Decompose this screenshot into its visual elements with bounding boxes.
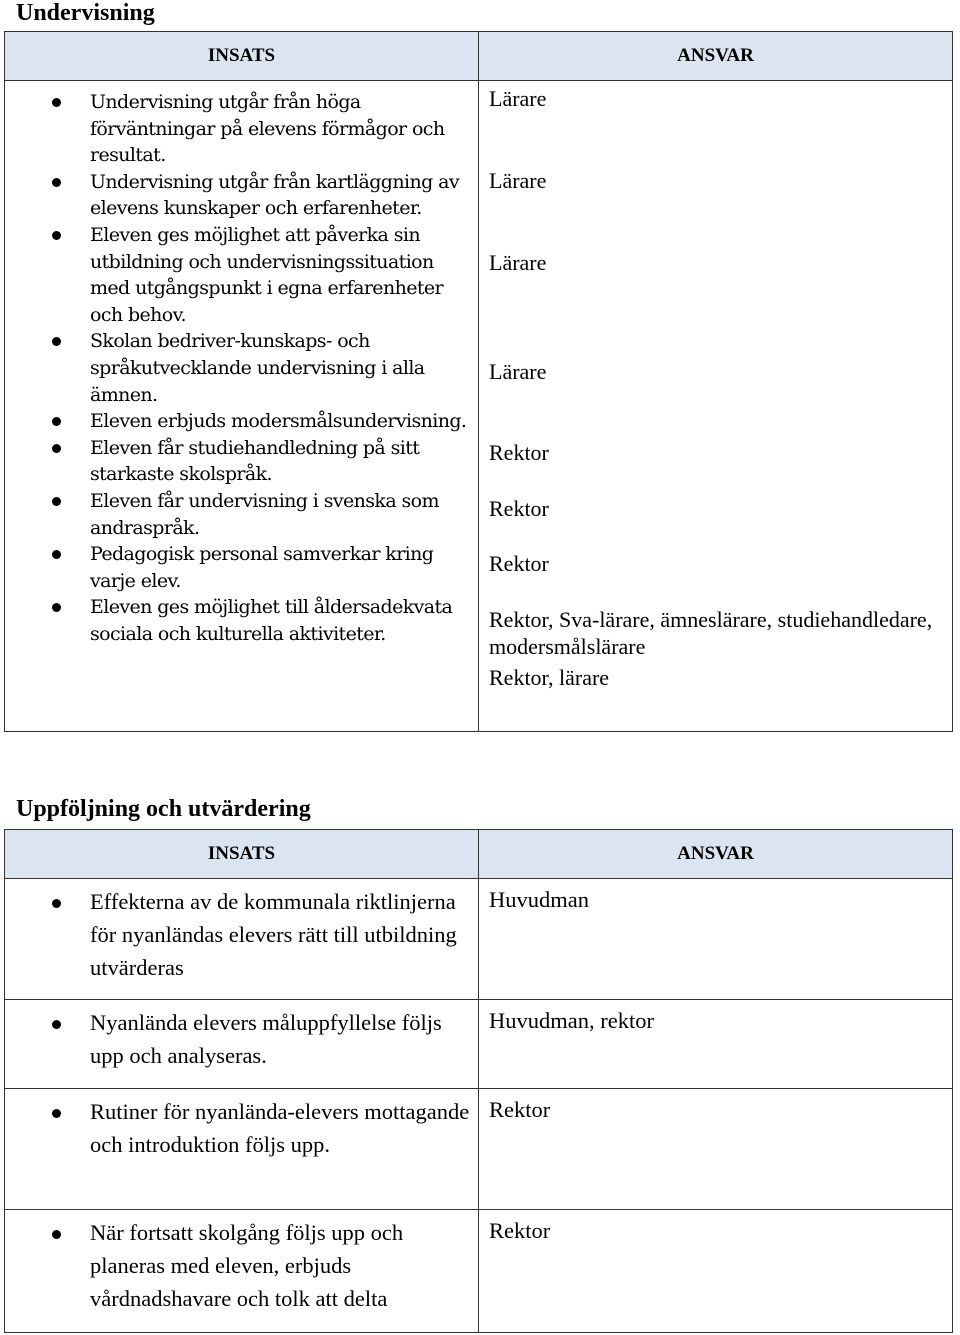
list-item <box>5 169 478 222</box>
ansvar-cell: Huvudman <box>479 879 953 1000</box>
ansvar-cell: Rektor <box>479 1210 953 1333</box>
list-item <box>5 1210 478 1315</box>
insats-text: Eleven ges möjlighet att påverka sin utbildning och undervisningssituation med utgångspunkt i egna erfarenheter och behov. <box>90 223 444 326</box>
bullet-icon <box>52 603 61 612</box>
table-row <box>5 879 953 1000</box>
insats-cell <box>5 1210 479 1333</box>
insats-text: Eleven erbjuds modersmålsundervisning. <box>90 410 467 433</box>
insats-cell <box>5 1000 479 1089</box>
insats-text: Effekterna av de kommunala riktlinjerna för nyanländas elevers rätt till utbildning utvärderas <box>90 889 457 980</box>
bullet-icon <box>52 417 61 426</box>
ansvar-header: ANSVAR <box>479 32 953 81</box>
section-title-undervisning: Undervisning <box>16 0 155 26</box>
ansvar-text: Lärare <box>489 250 547 275</box>
ansvar-cell <box>479 81 953 732</box>
insats-cell <box>5 1089 479 1210</box>
insats-list <box>5 1000 478 1072</box>
insats-text: Pedagogisk personal samverkar kring varje elev. <box>90 543 434 592</box>
insats-text: Undervisning utgår från höga förväntningar på elevens förmågor och resultat. <box>90 91 445 167</box>
list-item <box>5 541 478 594</box>
ansvar-header: ANSVAR <box>479 830 953 879</box>
bullet-icon <box>52 98 61 107</box>
list-item <box>5 435 478 488</box>
uppfoljning-table <box>4 829 953 1333</box>
table-header-row <box>5 830 953 879</box>
table-header-row <box>5 32 953 81</box>
ansvar-text: Rektor <box>489 440 549 465</box>
insats-text: Eleven ges möjlighet till åldersadekvata sociala och kulturella aktiviteter. <box>90 596 453 645</box>
insats-text: När fortsatt skolgång följs upp och planeras med eleven, erbjuds vårdnadshavare och tolk att delta <box>90 1220 404 1311</box>
bullet-icon <box>52 899 61 908</box>
bullet-icon <box>52 1020 61 1029</box>
ansvar-text: Rektor, Sva-lärare, ämneslärare, studiehandledare, modersmålslärare <box>489 607 933 659</box>
insats-cell <box>5 81 479 732</box>
insats-list <box>5 1089 478 1161</box>
insats-text: Undervisning utgår från kartläggning av elevens kunskaper och erfarenheter. <box>90 170 459 220</box>
ansvar-text: Rektor <box>489 551 549 576</box>
ansvar-text: Rektor, lärare <box>489 665 610 690</box>
table-row <box>5 1000 953 1089</box>
table-row <box>5 1089 953 1210</box>
list-item <box>5 408 478 435</box>
list-item <box>5 879 478 984</box>
insats-cell <box>5 879 479 1000</box>
bullet-icon <box>52 1109 61 1118</box>
insats-text: Nyanlända elevers måluppfyllelse följs upp och analyseras. <box>90 1010 442 1068</box>
insats-header: INSATS <box>5 32 479 81</box>
insats-text: Eleven får undervisning i svenska som andraspråk. <box>90 489 439 539</box>
list-item <box>5 488 478 541</box>
insats-list <box>5 89 478 647</box>
insats-text: Eleven får studiehandledning på sitt starkaste skolspråk. <box>90 436 420 486</box>
bullet-icon <box>52 231 61 240</box>
table-row <box>5 1210 953 1333</box>
section-title-uppfoljning: Uppföljning och utvärdering <box>16 796 311 822</box>
insats-text: Rutiner för nyanlända-elevers mottagande och introduktion följs upp. <box>90 1099 470 1157</box>
ansvar-text: Lärare <box>489 359 547 384</box>
insats-list <box>5 1210 478 1315</box>
list-item <box>5 222 478 328</box>
list-item <box>5 594 478 647</box>
ansvar-cell: Rektor <box>479 1089 953 1210</box>
bullet-icon <box>52 1230 61 1239</box>
insats-header: INSATS <box>5 830 479 879</box>
insats-list <box>5 879 478 984</box>
ansvar-text: Lärare <box>489 86 547 111</box>
ansvar-text: Lärare <box>489 168 547 193</box>
bullet-icon <box>52 337 61 346</box>
list-item <box>5 89 478 169</box>
bullet-icon <box>52 178 61 187</box>
bullet-icon <box>52 550 61 559</box>
bullet-icon <box>52 497 61 506</box>
insats-text: Skolan bedriver-kunskaps- och språkutvecklande undervisning i alla ämnen. <box>90 330 425 406</box>
undervisning-table <box>4 31 953 732</box>
ansvar-text: Rektor <box>489 496 549 521</box>
list-item <box>5 1000 478 1072</box>
list-item <box>5 1089 478 1161</box>
list-item <box>5 328 478 408</box>
ansvar-cell: Huvudman, rektor <box>479 1000 953 1089</box>
bullet-icon <box>52 444 61 453</box>
table-row <box>5 81 953 732</box>
